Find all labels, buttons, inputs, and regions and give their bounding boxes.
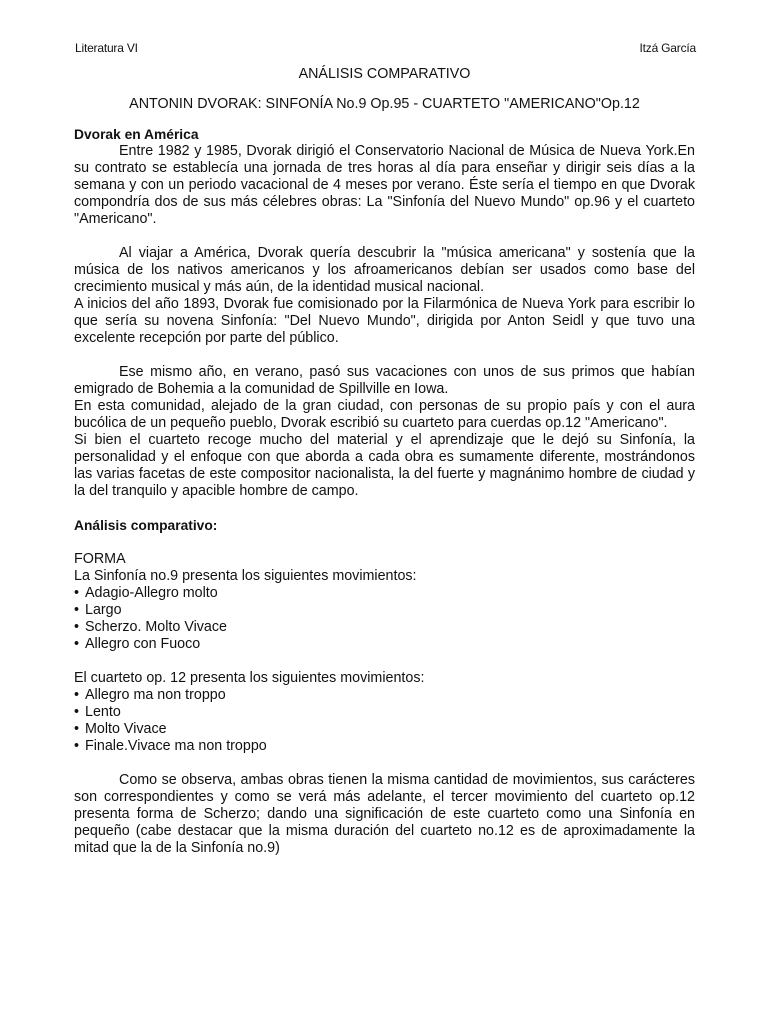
paragraph: Si bien el cuarteto recoge mucho del material y el aprendizaje que le dejó su Sinfonía, la personalidad y el enfoque con que aborda a cada obra es sumamente diferente, mostrándonos las varias facetas de este compositor nacionalista, la del fuerte y magnánimo hombre de ciudad y la del tranquilo y apacible hombre de campo. bbox=[74, 432, 695, 499]
paragraph: A inicios del año 1893, Dvorak fue comisionado por la Filarmónica de Nueva York para escribir lo que sería su novena Sinfonía: "Del Nuevo Mundo", dirigida por Anton Seidl y que tuvo una excelente recepción por parte del público. bbox=[74, 296, 695, 346]
list-item-text: Allegro con Fuoco bbox=[85, 636, 201, 652]
bullet-icon: • bbox=[74, 738, 80, 754]
sinfonia-movement-list bbox=[74, 585, 695, 653]
document-subtitle: ANTONIN DVORAK: SINFONÍA No.9 Op.95 - CUARTETO "AMERICANO"Op.12 bbox=[129, 96, 640, 112]
document-body bbox=[74, 66, 695, 857]
section-heading-analisis-comparativo: Análisis comparativo: bbox=[74, 518, 218, 533]
bullet-icon: • bbox=[74, 636, 80, 652]
list-item-text: Adagio-Allegro molto bbox=[85, 585, 218, 601]
list-item bbox=[74, 704, 695, 721]
paragraph: Como se observa, ambas obras tienen la misma cantidad de movimientos, sus carácteres son correspondientes y como se verá más adelante, el tercer movimiento del cuarteto op.12 presenta forma de Scherzo; dando una significación de este cuarteto como una Sinfonía en pequeño (cabe destacar que la misma duración del cuarteto no.12 es de aproximadamente la mitad que la de la Sinfonía no.9) bbox=[74, 772, 695, 856]
list-item-text: Allegro ma non troppo bbox=[85, 687, 226, 703]
list-item bbox=[74, 721, 695, 738]
list-item bbox=[74, 636, 695, 653]
list-item-text: Molto Vivace bbox=[85, 721, 167, 737]
header-course: Literatura VI bbox=[75, 41, 138, 55]
bullet-icon: • bbox=[74, 721, 80, 737]
list-item-text: Scherzo. Molto Vivace bbox=[85, 619, 227, 635]
paragraph: Al viajar a América, Dvorak quería descubrir la "música americana" y sostenía que la música de los nativos americanos y los afroamericanos debían ser usados como base del crecimiento musical y más aún, de la identidad musical nacional. bbox=[74, 245, 695, 295]
header-author: Itzá García bbox=[639, 41, 696, 55]
list-item bbox=[74, 602, 695, 619]
paragraph: Ese mismo año, en verano, pasó sus vacaciones con unos de sus primos que habían emigrado de Bohemia a la comunidad de Spillville en Iowa. bbox=[74, 364, 695, 397]
list-item bbox=[74, 738, 695, 755]
forma-label: FORMA bbox=[74, 551, 126, 567]
cuarteto-movement-list bbox=[74, 687, 695, 755]
section-heading-dvorak-en-america: Dvorak en América bbox=[74, 127, 199, 142]
list-item bbox=[74, 687, 695, 704]
list-item bbox=[74, 619, 695, 636]
bullet-icon: • bbox=[74, 687, 80, 703]
bullet-icon: • bbox=[74, 619, 80, 635]
sinfonia-intro: La Sinfonía no.9 presenta los siguientes movimientos: bbox=[74, 568, 417, 584]
list-item-text: Lento bbox=[85, 704, 121, 720]
bullet-icon: • bbox=[74, 585, 80, 601]
list-item-text: Finale.Vivace ma non troppo bbox=[85, 738, 267, 754]
cuarteto-intro: El cuarteto op. 12 presenta los siguientes movimientos: bbox=[74, 670, 425, 686]
bullet-icon: • bbox=[74, 704, 80, 720]
paragraph: Entre 1982 y 1985, Dvorak dirigió el Conservatorio Nacional de Música de Nueva York.En su contrato se establecía una jornada de tres horas al día para enseñar y dirigir seis días a la semana y con un periodo vacacional de 4 meses por verano. Éste sería el tiempo en que Dvorak compondría dos de sus más célebres obras: La "Sinfonía del Nuevo Mundo" op.96 y el cuarteto "Americano". bbox=[74, 143, 695, 227]
document-title: ANÁLISIS COMPARATIVO bbox=[298, 66, 471, 82]
list-item-text: Largo bbox=[85, 602, 122, 618]
paragraph: En esta comunidad, alejado de la gran ciudad, con personas de su propio país y con el aura bucólica de un pequeño pueblo, Dvorak escribió su cuarteto para cuerdas op.12 "Americano". bbox=[74, 398, 695, 431]
bullet-icon: • bbox=[74, 602, 80, 618]
list-item bbox=[74, 585, 695, 602]
